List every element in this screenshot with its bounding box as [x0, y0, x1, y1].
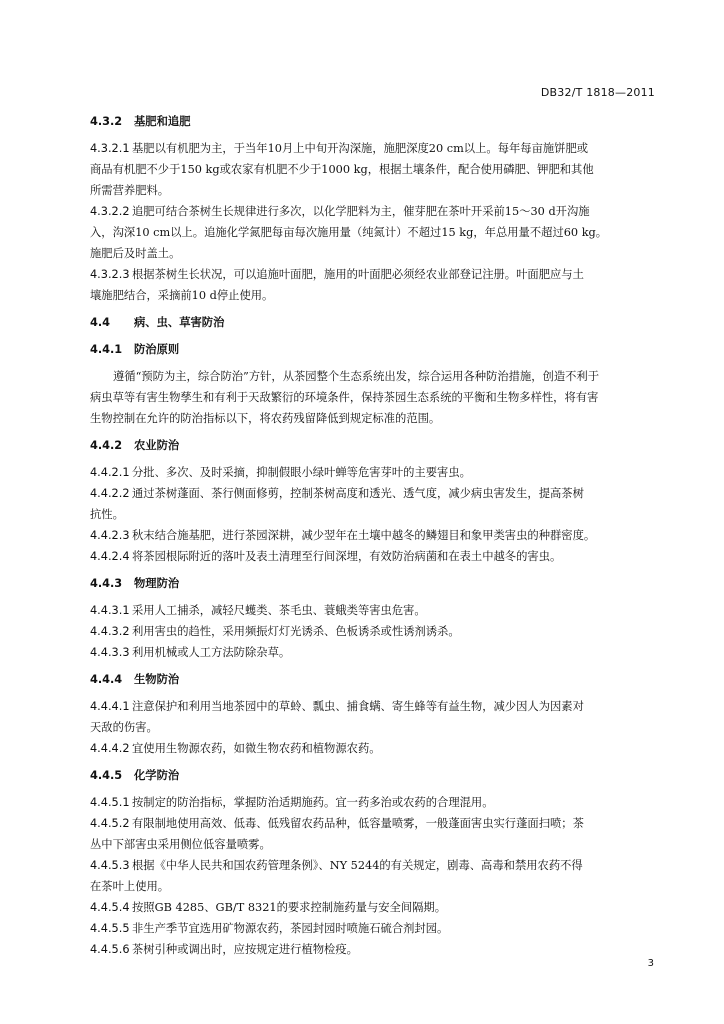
paragraph-line: 生物控制在允许的防治指标以下，将农药残留降低到规定标准的范围。: [90, 412, 441, 425]
section-heading-4-4-5: 4.4.5 化学防治: [90, 769, 180, 782]
page-number: 3: [647, 958, 654, 969]
section-heading-4-4-1: 4.4.1 防治原则: [90, 343, 180, 356]
paragraph-4-3-2-2: 4.3.2.2 追肥可结合茶树生长规律进行多次，以化学肥料为主，催芽肥在茶叶开采前15～30 d开沟施: [90, 205, 590, 218]
section-heading-4-4: 4.4 病、虫、草害防治: [90, 316, 225, 329]
paragraph-4-4-4-2: 4.4.4.2 宜使用生物源农药，如微生物农药和植物源农药。: [90, 742, 381, 755]
paragraph-4-4-2-3: 4.4.2.3 秋末结合施基肥，进行茶园深耕，减少翌年在土壤中越冬的鳞翅目和象甲类害虫的种群密度。: [90, 529, 596, 542]
paragraph-4-4-3-3: 4.4.3.3 利用机械或人工方法防除杂草。: [90, 646, 291, 659]
paragraph-line: 所需营养肥料。: [90, 184, 170, 197]
paragraph-4-4-3-2: 4.4.3.2 利用害虫的趋性，采用频振灯灯光诱杀、色板诱杀或性诱剂诱杀。: [90, 625, 460, 638]
paragraph-line: 天敌的伤害。: [90, 721, 158, 734]
paragraph-4-4-2-2: 4.4.2.2 通过茶树蓬面、茶行侧面修剪，控制茶树高度和透光、透气度，减少病虫害发生，提高茶树: [90, 487, 584, 500]
paragraph-line: 施肥后及时盖土。: [90, 247, 181, 260]
section-heading-4-4-2: 4.4.2 农业防治: [90, 439, 180, 452]
paragraph-4-4-2-1: 4.4.2.1 分批、多次、及时采摘，抑制假眼小绿叶蝉等危害芽叶的主要害虫。: [90, 466, 471, 479]
paragraph-4-4-5-1: 4.4.5.1 按制定的防治指标，掌握防治适期施药。宜一药多治或农药的合理混用。: [90, 796, 494, 809]
paragraph-4-4-5-2: 4.4.5.2 有限制地使用高效、低毒、低残留农药品种，低容量喷雾，一般蓬面害虫实行蓬面扫喷；茶: [90, 817, 584, 830]
section-heading-4-3-2: 4.3.2 基肥和追肥: [90, 115, 191, 128]
paragraph-4-4-5-3: 4.4.5.3 根据《中华人民共和国农药管理条例》、NY 5244的有关规定，剧毒、高毒和禁用农药不得: [90, 859, 583, 872]
paragraph-line: 入，沟深10 cm以上。追施化学氮肥每亩每次施用量（纯氮计）不超过15 kg，年总用量不超过60 kg。: [90, 226, 608, 239]
paragraph-4-4-2-4: 4.4.2.4 将茶园根际附近的落叶及表土清理至行间深埋，有效防治病菌和在表土中越冬的害虫。: [90, 550, 562, 563]
paragraph-4-4-5-5: 4.4.5.5 非生产季节宜选用矿物源农药，茶园封园时喷施石硫合剂封园。: [90, 922, 449, 935]
paragraph-line: 在茶叶上使用。: [90, 880, 170, 893]
section-heading-4-4-3: 4.4.3 物理防治: [90, 577, 180, 590]
paragraph-line: 商品有机肥不少于150 kg或农家有机肥不少于1000 kg，根据土壤条件，配合使用磷肥、钾肥和其他: [90, 163, 594, 176]
page-body: [90, 111, 658, 960]
paragraph-4-4-4-1: 4.4.4.1 注意保护和利用当地茶园中的草蛉、瓢虫、捕食螨、寄生蜂等有益生物，减少因人为因素对: [90, 700, 584, 713]
paragraph-4-4-5-4: 4.4.5.4 按照GB 4285、GB/T 8321的要求控制施药量与安全间隔期。: [90, 901, 447, 914]
paragraph-line: 丛中下部害虫采用侧位低容量喷雾。: [90, 838, 271, 851]
paragraph-line: 壤施肥结合，采摘前10 d停止使用。: [90, 289, 274, 302]
paragraph-line: 遵循“预防为主，综合防治”方针，从茶园整个生态系统出发，综合运用各种防治措施，创造不利于: [113, 370, 600, 383]
paragraph-4-4-5-6: 4.4.5.6 茶树引种或调出时，应按规定进行植物检疫。: [90, 943, 358, 956]
standard-code: DB32/T 1818—2011: [540, 86, 655, 99]
paragraph-line: 病虫草等有害生物孳生和有利于天敌繁衍的环境条件，保持茶园生态系统的平衡和生物多样性，将有害: [90, 391, 599, 404]
section-heading-4-4-4: 4.4.4 生物防治: [90, 673, 180, 686]
paragraph-line: 抗性。: [90, 508, 124, 521]
paragraph-4-4-3-1: 4.4.3.1 采用人工捕杀，减轻尺蠖类、茶毛虫、蓑蛾类等害虫危害。: [90, 604, 426, 617]
paragraph-4-3-2-1: 4.3.2.1 基肥以有机肥为主，于当年10月上中旬开沟深施，施肥深度20 cm以上。每年每亩施饼肥或: [90, 142, 589, 155]
paragraph-4-3-2-3: 4.3.2.3 根据茶树生长状况，可以追施叶面肥，施用的叶面肥必须经农业部登记注册。叶面肥应与土: [90, 268, 584, 281]
